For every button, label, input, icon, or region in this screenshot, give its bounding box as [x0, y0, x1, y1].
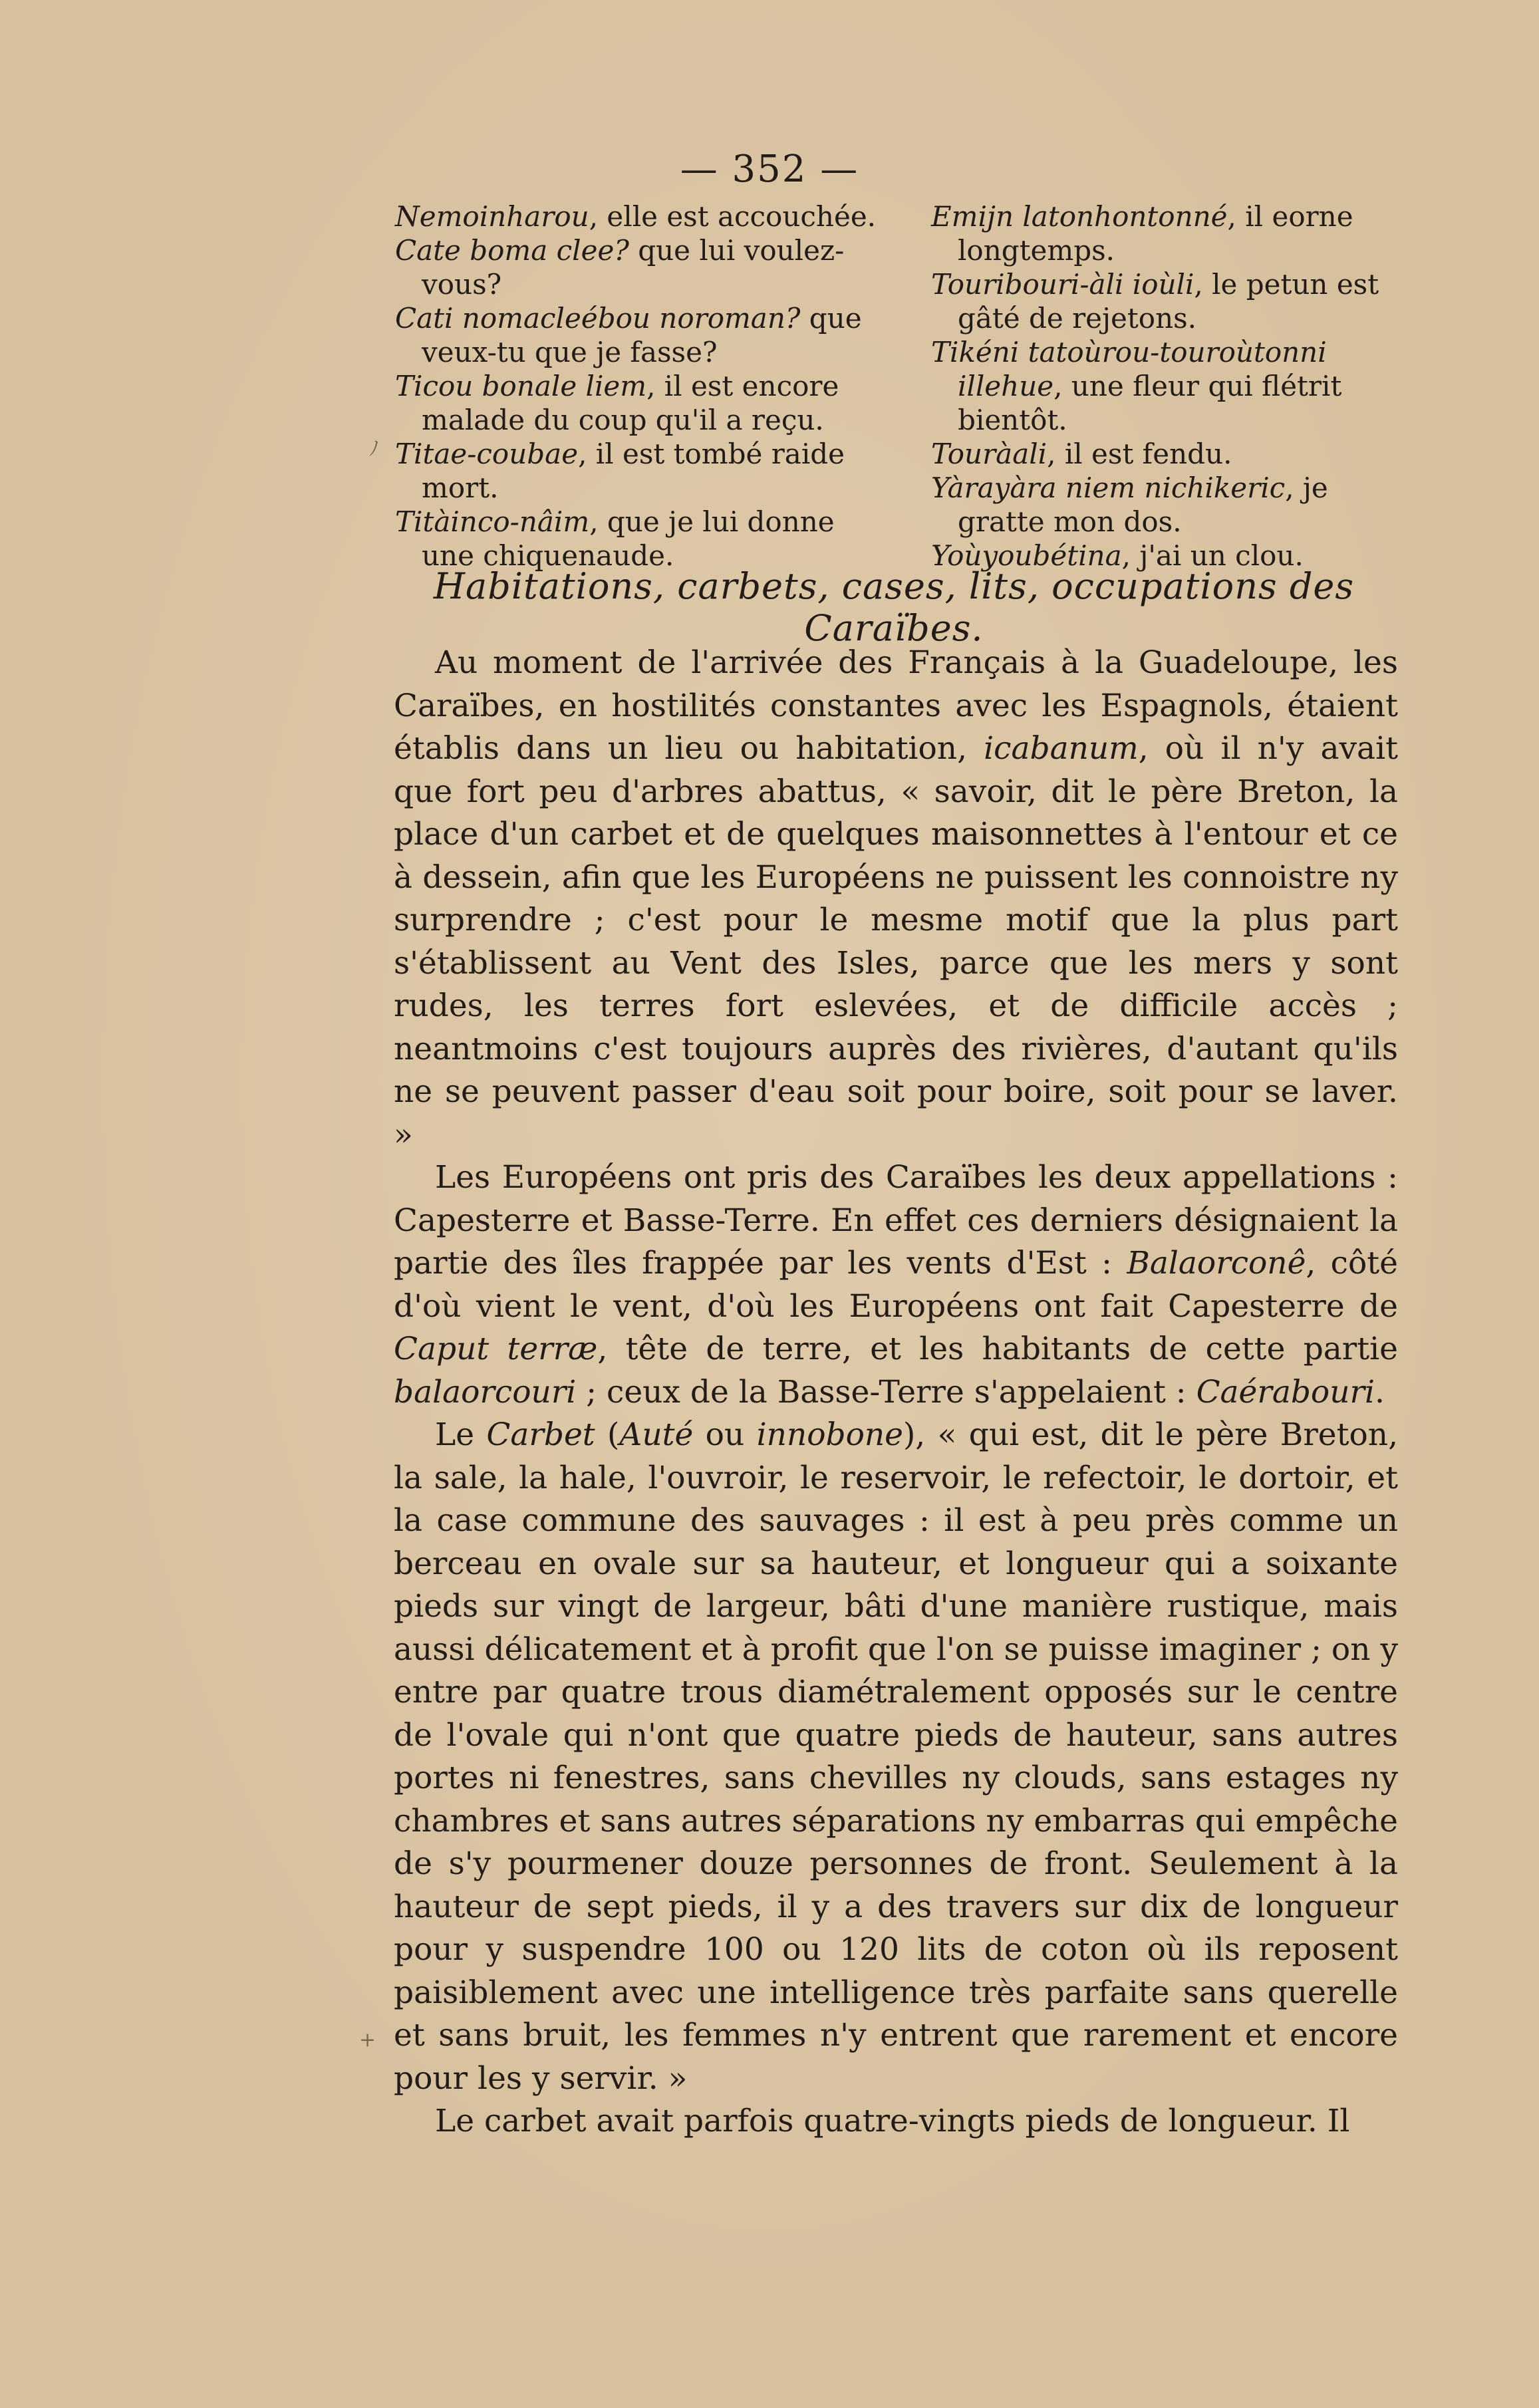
carib-term: Touràali: [931, 438, 1048, 470]
body-paragraph: [394, 2100, 1398, 2143]
italic-term: balaorcouri: [394, 1373, 577, 1410]
text-run: Les Européens ont pris des Caraïbes les deux appellations : Capesterre et Basse-Terre. En effet ces derniers désignaient la partie des îles frappée par les vents d'Est :: [394, 1159, 1398, 1281]
vocab-entry: [931, 471, 1423, 539]
italic-term: icabanum: [984, 730, 1139, 767]
french-gloss: que veux-tu que je fasse?: [422, 302, 862, 368]
vocabulary-column-right: [931, 200, 1423, 573]
carib-term: Yàrayàra niem nichikeric: [931, 471, 1286, 504]
carib-term: Emijn latonhontonné: [931, 200, 1228, 233]
text-run: Le carbet avait parfois quatre-vingts pieds de longueur. Il: [435, 2103, 1350, 2139]
carib-term: Cati nomacleébou noroman?: [395, 302, 801, 334]
vocabulary-column-left: [395, 200, 887, 573]
body-paragraph: [394, 1156, 1398, 1414]
french-gloss: , que je lui donne une chiquenaude.: [422, 505, 835, 572]
french-gloss: , il est encore malade du coup qu'il a reçu.: [422, 370, 839, 436]
text-run: .: [1375, 1373, 1385, 1410]
french-gloss: , je gratte mon dos.: [958, 471, 1328, 538]
vocab-entry: [395, 369, 887, 437]
french-gloss: , il est tombé raide mort.: [422, 438, 845, 504]
text-run: Le: [435, 1416, 487, 1453]
vocab-entry: [931, 200, 1423, 267]
carib-term: Ticou bonale liem: [395, 370, 647, 402]
carib-term: Tikéni tatoùrou-touroùtonni illehue: [931, 336, 1327, 402]
page-mark: +: [359, 2028, 376, 2052]
french-gloss: , j'ai un clou.: [1121, 539, 1304, 572]
text-run: , où il n'y avait que fort peu d'arbres abattus, « savoir, dit le père Breton, la place d'un carbet et de quelques maisonnettes à l'entour et ce à dessein, afin que les Européens ne puissent les connoistre ny surprendre ; c'est pour le mesme motif que la plus part s'établissent au Vent des Isles, parce que les mers y sont rudes, les terres fort eslevées, et de difficile accès ; neantmoins c'est toujours auprès des rivières, d'autant qu'ils ne se peuvent passer d'eau soit pour boire, soit pour se laver. »: [394, 730, 1398, 1153]
vocab-entry: [395, 233, 887, 301]
text-run: , côté d'où vient le vent, d'où les Européens ont fait Capesterre de: [394, 1245, 1398, 1325]
carib-term: Nemoinharou: [395, 200, 589, 233]
body-paragraph: [394, 642, 1398, 1156]
italic-term: innobone: [756, 1416, 903, 1453]
page-number: — 352 —: [680, 148, 859, 191]
vocab-entry: [395, 200, 887, 233]
vocab-entry: [931, 335, 1423, 437]
section-heading: Habitations, carbets, cases, lits, occupations des Caraïbes.: [433, 565, 1355, 649]
vocab-entry: [395, 505, 887, 573]
carib-term: Titae-coubae: [395, 438, 579, 470]
vocab-entry: [931, 267, 1423, 335]
french-gloss: , une fleur qui flétrit bientôt.: [958, 370, 1342, 436]
carib-term: Yoùyoubétina: [931, 539, 1122, 572]
text-run: (: [595, 1416, 620, 1453]
text-run: , tête de terre, et les habitants de cette partie: [597, 1331, 1398, 1367]
italic-term: Balaorconê: [1127, 1245, 1306, 1281]
french-gloss: , il est fendu.: [1047, 438, 1232, 470]
text-run: ou: [693, 1416, 757, 1453]
italic-term: Caérabouri: [1196, 1373, 1375, 1410]
text-run: ; ceux de la Basse-Terre s'appelaient :: [576, 1373, 1196, 1410]
french-gloss: que lui voulez-vous?: [422, 234, 845, 301]
body-text: [394, 642, 1398, 2143]
vocab-entry: [395, 301, 887, 369]
french-gloss: , elle est accouchée.: [589, 200, 877, 233]
italic-term: Auté: [619, 1416, 694, 1453]
carib-term: Titàinco-nâim: [395, 505, 590, 538]
vocab-entry: [395, 437, 887, 505]
carib-term: Cate boma clee?: [395, 234, 629, 267]
french-gloss: , il eorne longtemps.: [958, 200, 1353, 267]
french-gloss: , le petun est gâté de rejetons.: [958, 268, 1379, 334]
body-paragraph: [394, 1414, 1398, 2100]
vocab-entry: [931, 437, 1423, 471]
page-mark: ﾉ: [369, 438, 379, 461]
carib-term: Touribouri-àli ioùli: [931, 268, 1194, 301]
italic-term: Caput terræ: [394, 1331, 598, 1367]
text-run: Au moment de l'arrivée des Français à la Guadeloupe, les Caraïbes, en hostilités constantes avec les Espagnols, étaient établis dans un lieu ou habitation,: [394, 644, 1398, 767]
text-run: ), « qui est, dit le père Breton, la sale, la hale, l'ouvroir, le reservoir, le refectoir, le dortoir, et la case commune des sauvages : il est à peu près comme un berceau en ovale sur sa hauteur, et longueur qui a soixante pieds sur vingt de largeur, bâti d'une manière rustique, mais aussi délicatement et à profit que l'on se puisse imaginer ; on y entre par quatre trous diamétralement opposés sur le centre de l'ovale qui n'ont que quatre pieds de hauteur, sans autres portes ni fenestres, sans chevilles ny clouds, sans estages ny chambres et sans autres séparations ny embarras qui empêche de s'y pourmener douze personnes de front. Seulement à la hauteur de sept pieds, il y a des travers sur dix de longueur pour y suspendre 100 ou 120 lits de coton où ils reposent paisiblement avec une intelligence très parfaite sans querelle et sans bruit, les femmes n'y entrent que rarement et encore pour les y servir. »: [394, 1416, 1399, 2097]
italic-term: Carbet: [486, 1416, 595, 1453]
